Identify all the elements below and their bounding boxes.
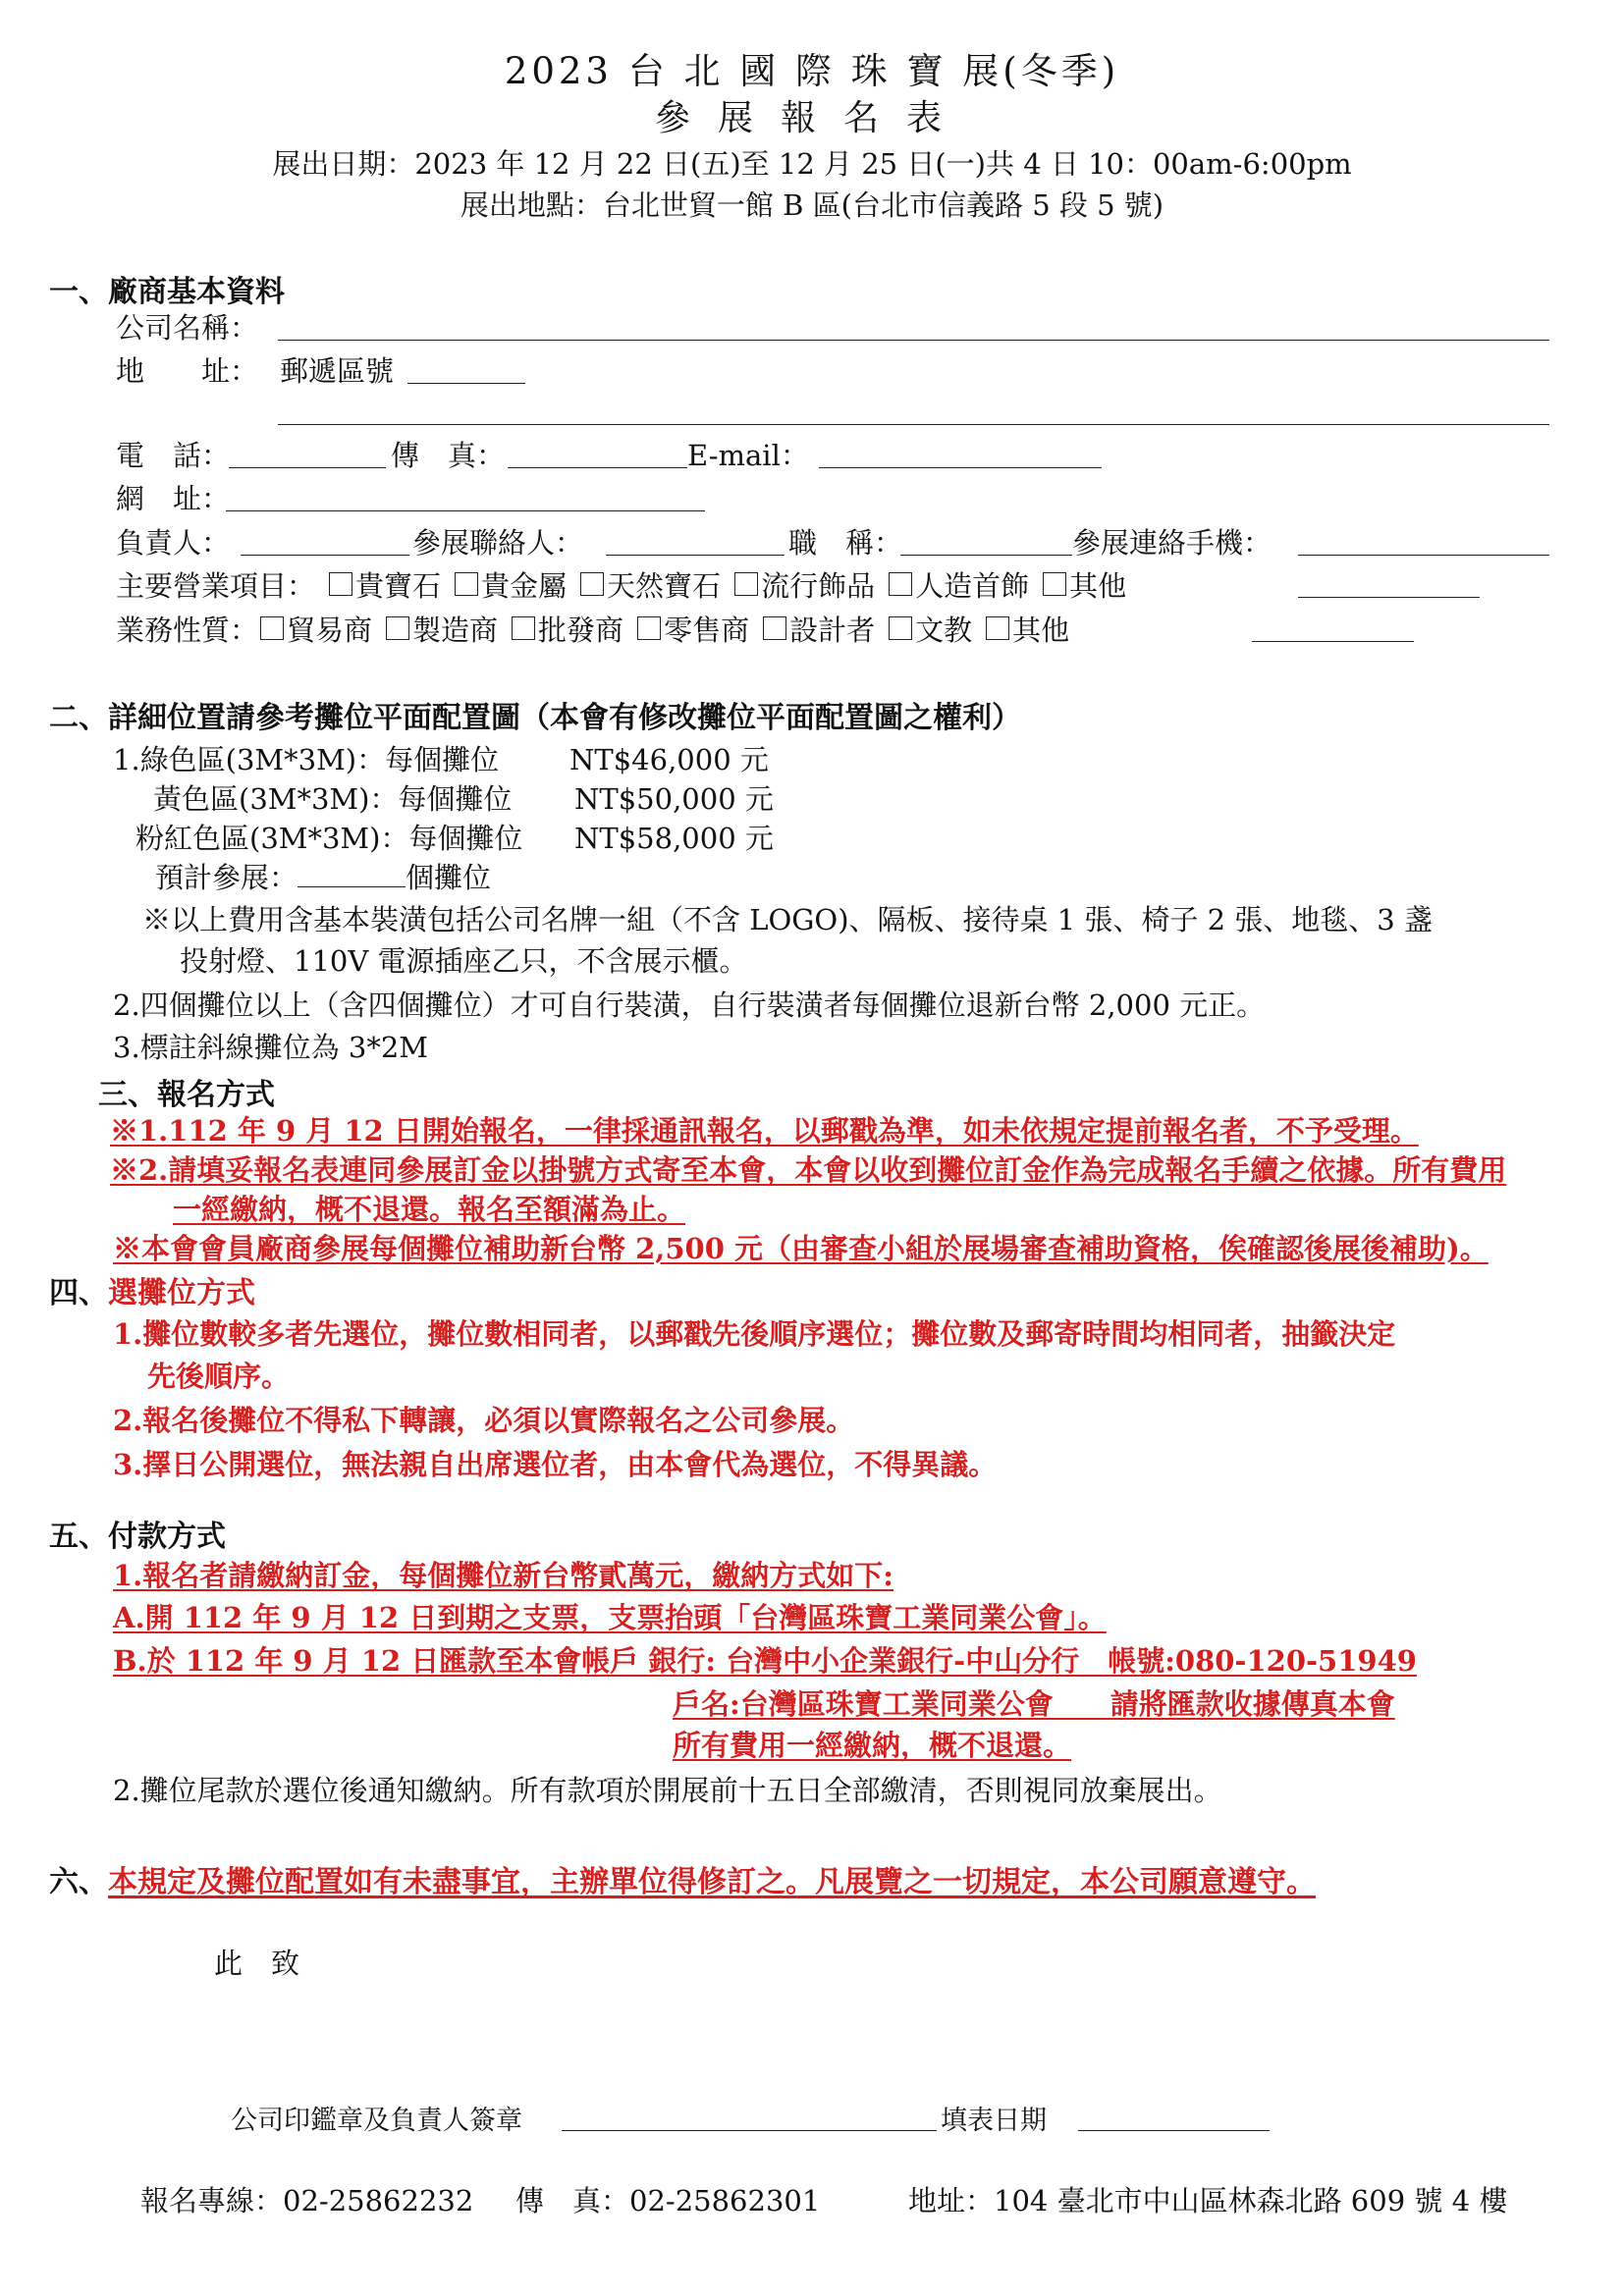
phone-label: 電 話：: [116, 439, 231, 472]
address-label: 地 址：: [116, 354, 259, 388]
option-nature-other: 其他: [1012, 614, 1070, 647]
exhibition-date: 展出日期：2023 年 12 月 22 日(五)至 12 月 25 日(一)共 4 日 10：00am-6:00pm: [272, 147, 1352, 181]
business-nature-label: 業務性質：: [116, 614, 259, 647]
pink-zone-price: NT$58,000 元: [574, 822, 774, 855]
option-precious-metals: 貴金屬: [481, 569, 568, 603]
fax-label: 傳 真：: [391, 439, 506, 472]
pink-zone-label: 粉紅色區(3M*3M)：每個攤位: [135, 822, 523, 855]
checkbox-business-other[interactable]: [1043, 572, 1066, 596]
website-field[interactable]: [226, 510, 705, 511]
phone-field[interactable]: [229, 467, 386, 468]
hatched-booth-note: 3.標註斜線攤位為 3*2M: [113, 1031, 428, 1064]
option-precious-gems: 貴寶石: [355, 569, 442, 603]
section-4-title: 選攤位方式: [108, 1276, 255, 1310]
payment-option-b: B.於 112 年 9 月 12 日匯款至本會帳戶 銀行: 台灣中小企業銀行-中山分行 帳號:080-120-51949: [113, 1644, 1417, 1678]
nature-other-field[interactable]: [1252, 641, 1414, 642]
deposit-note: 1.報名者請繳納訂金，每個攤位新台幣貳萬元，繳納方式如下:: [113, 1559, 893, 1592]
section-6-number: 六、: [49, 1865, 108, 1899]
business-items-label: 主要營業項目：: [116, 569, 316, 603]
form-title: 2023 台 北 國 際 珠 寶 展(冬季): [504, 50, 1120, 92]
option-manufacturer: 製造商: [412, 614, 499, 647]
footer-hotline: 報名專線：02-25862232: [140, 2184, 474, 2217]
option-retailer: 零售商: [664, 614, 750, 647]
postal-code-field[interactable]: [407, 383, 525, 384]
section-5-heading: 五、付款方式: [49, 1520, 226, 1554]
footer-fax: 傳 真：02-25862301: [515, 2184, 821, 2217]
checkbox-fashion-jewelry[interactable]: [734, 572, 758, 596]
checkbox-precious-gems[interactable]: [329, 572, 352, 596]
registration-method-line1: ※2.請填妥報名表連同參展訂金以掛號方式寄至本會，本會以收到攤位訂金作為完成報名手續之依據。所有費用: [110, 1153, 1507, 1187]
fee-note-line1: ※以上費用含基本裝潢包括公司名牌一組（不含 LOGO)、隔板、接待桌 1 張、椅子 2 張、地毯、3 盞: [142, 903, 1433, 936]
job-title-field[interactable]: [900, 555, 1072, 556]
estimated-booths-suffix: 個攤位: [406, 861, 492, 894]
option-natural-gems: 天然寶石: [607, 569, 722, 603]
section-3-heading: 三、報名方式: [98, 1078, 275, 1112]
exhibition-venue: 展出地點：台北世貿一館 B 區(台北市信義路 5 段 5 號): [460, 188, 1164, 222]
mobile-label: 參展連絡手機：: [1072, 526, 1272, 560]
checkbox-designer[interactable]: [763, 616, 786, 640]
booth-selection-rule3: 3.擇日公開選位，無法親自出席選位者，由本會代為選位，不得異議。: [113, 1448, 998, 1481]
website-label: 網 址：: [116, 482, 231, 515]
seal-signature-field[interactable]: [562, 2130, 937, 2131]
decoration-rule: 2.四個攤位以上（含四個攤位）才可自行裝潢，自行裝潢者每個攤位退新台幣 2,000 元正。: [113, 988, 1266, 1022]
section-4-number: 四、: [49, 1276, 108, 1310]
booth-selection-rule2: 2.報名後攤位不得私下轉讓，必須以實際報名之公司參展。: [113, 1404, 855, 1437]
company-name-field[interactable]: [278, 340, 1549, 341]
option-wholesaler: 批發商: [538, 614, 624, 647]
checkbox-retailer[interactable]: [637, 616, 661, 640]
section-6-heading: [49, 1857, 1316, 1900]
checkbox-natural-gems[interactable]: [580, 572, 604, 596]
checkbox-nature-other[interactable]: [986, 616, 1009, 640]
estimated-booths-field[interactable]: [298, 886, 406, 887]
mobile-field[interactable]: [1298, 555, 1549, 556]
booth-selection-rule1-line2: 先後順序。: [147, 1360, 291, 1393]
checkbox-precious-metals[interactable]: [455, 572, 478, 596]
estimated-booths-row: [155, 856, 491, 896]
fill-date-field[interactable]: [1078, 2130, 1270, 2131]
owner-field[interactable]: [241, 555, 409, 556]
checkbox-manufacturer[interactable]: [386, 616, 409, 640]
checkbox-wholesaler[interactable]: [512, 616, 535, 640]
balance-payment-note: 2.攤位尾款於選位後通知繳納。所有款項於開展前十五日全部繳清，否則視同放棄展出。: [113, 1774, 1222, 1807]
contact-person-field[interactable]: [606, 555, 785, 556]
address-field[interactable]: [278, 424, 1549, 425]
checkbox-costume-jewelry[interactable]: [889, 572, 912, 596]
footer-address: 地址：104 臺北市中山區林森北路 609 號 4 樓: [908, 2184, 1508, 2217]
business-items-row: [116, 564, 1126, 605]
registration-start-note: ※1.112 年 9 月 12 日開始報名，一律採通訊報名，以郵戳為準，如未依規定提前報名者，不予受理。: [110, 1114, 1419, 1148]
option-trader: 貿易商: [287, 614, 373, 647]
option-business-other: 其他: [1069, 569, 1127, 603]
form-subtitle: 參展報名表: [654, 98, 969, 138]
job-title-label: 職 稱：: [788, 526, 903, 560]
payment-option-a: A.開 112 年 9 月 12 日到期之支票，支票抬頭「台灣區珠寶工業同業公會」。: [113, 1601, 1107, 1634]
option-costume-jewelry: 人造首飾: [915, 569, 1030, 603]
owner-label: 負責人：: [116, 526, 231, 560]
postal-code-label: 郵遞區號: [280, 354, 395, 388]
checkbox-trader[interactable]: [260, 616, 284, 640]
section-6-text: 本規定及攤位配置如有未盡事宜，主辦單位得修訂之。凡展覽之一切規定，本公司願意遵守。: [108, 1865, 1316, 1899]
fill-date-label: 填表日期: [941, 2106, 1047, 2136]
green-zone-price: NT$46,000 元: [569, 743, 769, 776]
option-fashion-jewelry: 流行飾品: [761, 569, 876, 603]
registration-method-line2: 一經繳納，概不退還。報名至額滿為止。: [173, 1193, 686, 1226]
account-name-line: 戶名:台灣區珠寶工業同業公會 請將匯款收據傳真本會: [673, 1687, 1395, 1721]
company-name-label: 公司名稱：: [116, 311, 259, 345]
section-4-heading: [49, 1268, 255, 1311]
section-2-heading: 二、詳細位置請參考攤位平面配置圖（本會有修改攤位平面配置圖之權利）: [49, 701, 1021, 735]
fee-note-line2: 投射燈、110V 電源插座乙只，不含展示櫃。: [180, 944, 748, 978]
section-1-heading: 一、廠商基本資料: [49, 275, 285, 309]
estimated-booths-prefix: 預計參展：: [155, 861, 298, 894]
yellow-zone-label: 黃色區(3M*3M)：每個攤位: [153, 782, 513, 816]
option-education: 文教: [915, 614, 973, 647]
booth-selection-rule1-line1: 1.攤位數較多者先選位，攤位數相同者，以郵戳先後順序選位；攤位數及郵寄時間均相同者，抽籤決定: [113, 1317, 1396, 1351]
member-subsidy-note: ※本會會員廠商參展每個攤位補助新台幣 2,500 元（由審查小組於展場審查補助資格，俟確認後展後補助)。: [113, 1232, 1489, 1265]
no-refund-line: 所有費用一經繳納，概不退還。: [673, 1729, 1072, 1762]
contact-person-label: 參展聯絡人：: [412, 526, 584, 560]
email-label: E-mail：: [687, 439, 809, 472]
green-zone-label: 1.綠色區(3M*3M)：每個攤位: [113, 743, 500, 776]
email-field[interactable]: [819, 467, 1102, 468]
closing-salute: 此 致: [214, 1947, 300, 1980]
yellow-zone-price: NT$50,000 元: [574, 782, 774, 816]
checkbox-education[interactable]: [889, 616, 912, 640]
business-nature-row: [116, 609, 1069, 649]
seal-signature-label: 公司印鑑章及負責人簽章: [231, 2106, 522, 2136]
option-designer: 設計者: [789, 614, 876, 647]
fax-field[interactable]: [508, 467, 687, 468]
business-other-field[interactable]: [1298, 597, 1480, 598]
